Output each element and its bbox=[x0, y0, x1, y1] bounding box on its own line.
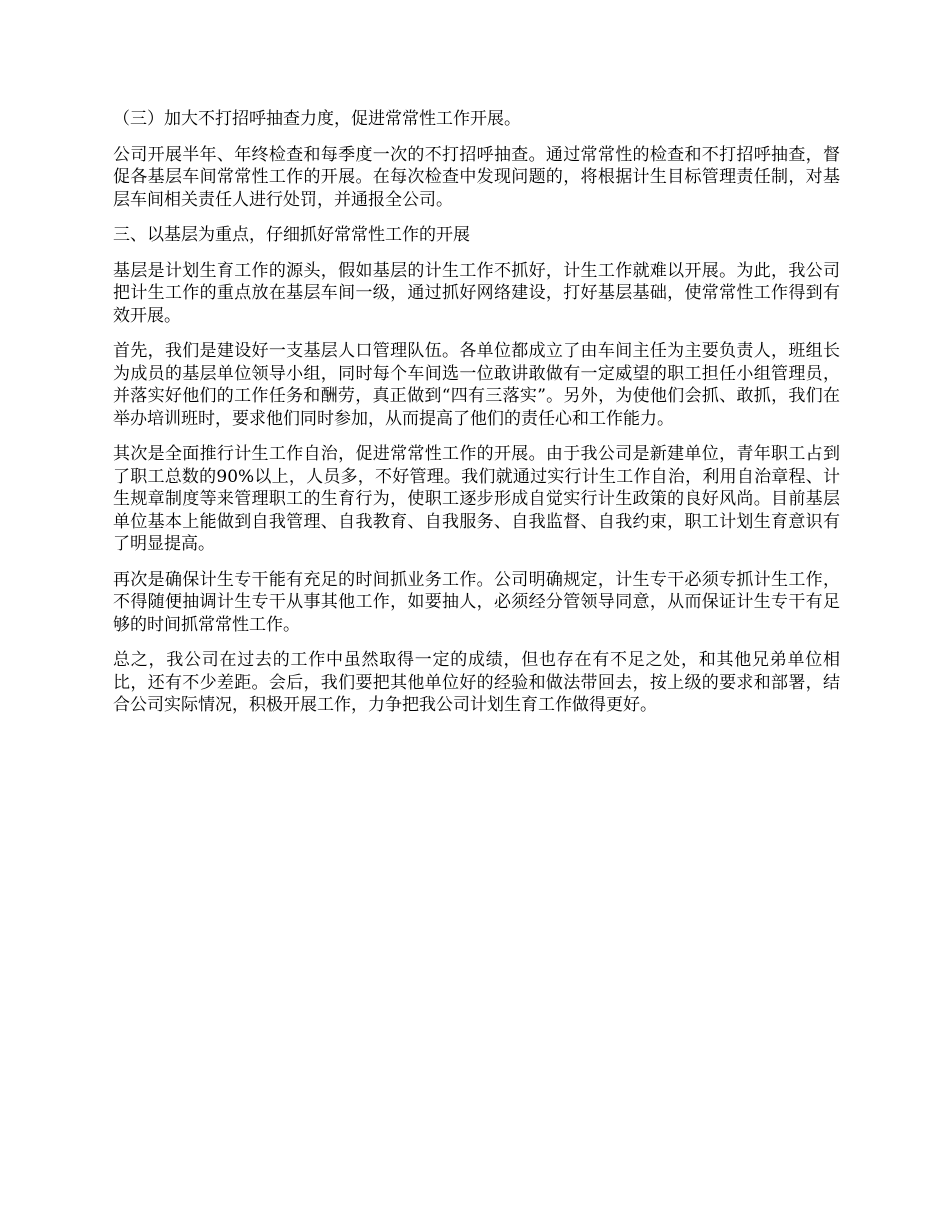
section-heading: 三、以基层为重点，仔细抓好常常性工作的开展 bbox=[113, 225, 470, 245]
section-subheading: （三）加大不打招呼抽查力度，促进常常性工作开展。 bbox=[113, 109, 521, 129]
paragraph-second: 其次是全面推行计生工作自治，促进常常性工作的开展。由于我公司是新建单位，青年职工占到了职工总数的90%以上，人员多，不好管理。我们就通过实行计生工作自治，利用自治章程、计生规章制度等来管理职工的生育行为，使职工逐步形成自觉实行计生政策的良好风尚。目前基层单位基本上能做到自我管理、自我教育、自我服务、自我监督、自我约束，职工计划生育意识有了明显提高。 bbox=[113, 444, 840, 554]
document-body bbox=[113, 108, 840, 730]
paragraph-grassroots: 基层是计划生育工作的源头，假如基层的计生工作不抓好，计生工作就难以开展。为此，我公司把计生工作的重点放在基层车间一级，通过抓好网络建设，打好基层基础，使常常性工作得到有效开展。 bbox=[113, 260, 840, 326]
paragraph-conclusion: 总之，我公司在过去的工作中虽然取得一定的成绩，但也存在有不足之处，和其他兄弟单位相比，还有不少差距。会后，我们要把其他单位好的经验和做法带回去，按上级的要求和部署，结合公司实际情况，积极开展工作，力争把我公司计划生育工作做得更好。 bbox=[113, 650, 840, 715]
paragraph-third: 再次是确保计生专干能有充足的时间抓业务工作。公司明确规定，计生专干必须专抓计生工作，不得随便抽调计生专干从事其他工作，如要抽人，必须经分管领导同意，从而保证计生专干有足够的时间抓常常性工作。 bbox=[113, 569, 840, 635]
paragraph-inspection: 公司开展半年、年终检查和每季度一次的不打招呼抽查。通过常常性的检查和不打招呼抽查，督促各基层车间常常性工作的开展。在每次检查中发现问题的，将根据计生目标管理责任制，对基层车间相关责任人进行处罚，并通报全公司。 bbox=[113, 144, 840, 210]
paragraph-first: 首先，我们是建设好一支基层人口管理队伍。各单位都成立了由车间主任为主要负责人，班组长为成员的基层单位领导小组，同时每个车间选一位敢讲敢做有一定威望的职工担任小组管理员，并落实好他们的工作任务和酬劳，真正做到“四有三落实”。另外，为使他们会抓、敢抓，我们在举办培训班时，要求他们同时参加，从而提高了他们的责任心和工作能力。 bbox=[113, 341, 840, 429]
